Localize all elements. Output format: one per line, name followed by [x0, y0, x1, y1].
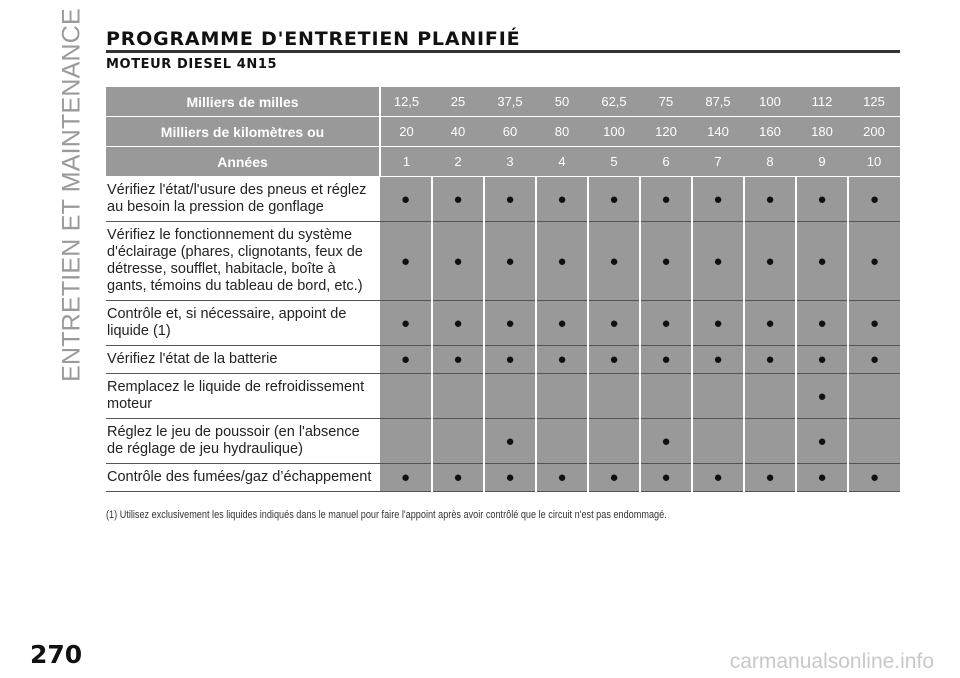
schedule-cell [380, 374, 432, 419]
header-interval-value: 1 [380, 147, 432, 177]
maintenance-task-label: Remplacez le liquide de refroidissement moteur [106, 374, 380, 419]
schedule-cell [744, 301, 796, 346]
schedule-cell [432, 346, 484, 374]
check-dot-icon: ● [453, 351, 463, 368]
header-interval-value: 180 [796, 117, 848, 147]
header-interval-value: 200 [848, 117, 900, 147]
schedule-cell [796, 419, 848, 464]
header-interval-value: 10 [848, 147, 900, 177]
check-dot-icon: ● [400, 314, 411, 332]
page-subtitle: MOTEUR DIESEL 4N15 [106, 57, 278, 72]
check-dot-icon: ● [453, 252, 463, 270]
check-dot-icon: ● [765, 469, 775, 486]
table-header-row [106, 147, 900, 177]
check-dot-icon: ● [869, 190, 880, 208]
schedule-cell [744, 346, 796, 374]
maintenance-schedule-table [106, 87, 900, 492]
header-interval-value: 40 [432, 117, 484, 147]
check-dot-icon: ● [817, 469, 827, 486]
check-dot-icon: ● [713, 351, 723, 368]
check-dot-icon: ● [609, 469, 619, 486]
table-header-row [106, 87, 900, 117]
watermark: carmanualsonline.info [729, 650, 934, 673]
maintenance-task-label: Contrôle et, si nécessaire, appoint de liquide (1) [106, 301, 380, 346]
check-dot-icon: ● [609, 252, 619, 270]
check-dot-icon: ● [765, 351, 775, 368]
check-dot-icon: ● [557, 314, 567, 332]
schedule-cell [536, 346, 588, 374]
schedule-cell [848, 374, 900, 419]
schedule-cell [380, 222, 432, 301]
schedule-cell [744, 464, 796, 492]
header-interval-value: 60 [484, 117, 536, 147]
schedule-cell [692, 464, 744, 492]
schedule-cell [484, 374, 536, 419]
check-dot-icon: ● [453, 469, 463, 486]
check-dot-icon: ● [713, 190, 723, 208]
header-interval-value: 6 [640, 147, 692, 177]
schedule-cell [536, 177, 588, 222]
check-dot-icon: ● [765, 314, 775, 332]
schedule-cell [692, 301, 744, 346]
header-interval-value: 87,5 [692, 87, 744, 117]
header-interval-value: 5 [588, 147, 640, 177]
schedule-cell [744, 222, 796, 301]
check-dot-icon: ● [869, 469, 880, 486]
check-dot-icon: ● [557, 190, 567, 208]
schedule-cell [432, 374, 484, 419]
schedule-cell [640, 177, 692, 222]
schedule-cell [640, 222, 692, 301]
schedule-cell [848, 346, 900, 374]
check-dot-icon: ● [453, 314, 463, 332]
schedule-cell [432, 301, 484, 346]
header-interval-value: 20 [380, 117, 432, 147]
check-dot-icon: ● [817, 432, 827, 450]
header-interval-value: 3 [484, 147, 536, 177]
check-dot-icon: ● [817, 190, 827, 208]
table-header-row [106, 117, 900, 147]
check-dot-icon: ● [400, 190, 411, 208]
title-divider [106, 50, 900, 53]
schedule-cell [848, 419, 900, 464]
table-row [106, 419, 900, 464]
schedule-cell [848, 301, 900, 346]
check-dot-icon: ● [661, 432, 671, 450]
check-dot-icon: ● [765, 252, 775, 270]
check-dot-icon: ● [609, 351, 619, 368]
check-dot-icon: ● [557, 351, 567, 368]
check-dot-icon: ● [505, 190, 515, 208]
schedule-cell [536, 222, 588, 301]
header-interval-value: 112 [796, 87, 848, 117]
table-row [106, 301, 900, 346]
schedule-cell [640, 374, 692, 419]
header-interval-value: 100 [744, 87, 796, 117]
schedule-cell [744, 177, 796, 222]
table-row [106, 374, 900, 419]
check-dot-icon: ● [713, 252, 723, 270]
header-interval-value: 80 [536, 117, 588, 147]
schedule-cell [380, 177, 432, 222]
check-dot-icon: ● [505, 252, 515, 270]
maintenance-task-label: Vérifiez le fonctionnement du système d'éclairage (phares, clignotants, feux de détresse, soufflet, habitacle, boîte à gants, témoins du tableau de bord, etc.) [106, 222, 380, 301]
schedule-cell [796, 346, 848, 374]
schedule-cell [848, 222, 900, 301]
check-dot-icon: ● [609, 314, 619, 332]
schedule-cell [484, 346, 536, 374]
schedule-cell [432, 464, 484, 492]
schedule-cell [588, 222, 640, 301]
schedule-cell [796, 374, 848, 419]
table-row [106, 177, 900, 222]
check-dot-icon: ● [609, 190, 619, 208]
check-dot-icon: ● [505, 469, 515, 486]
header-interval-value: 2 [432, 147, 484, 177]
header-interval-value: 37,5 [484, 87, 536, 117]
header-interval-value: 120 [640, 117, 692, 147]
check-dot-icon: ● [661, 351, 671, 368]
schedule-cell [640, 419, 692, 464]
check-dot-icon: ● [557, 252, 567, 270]
check-dot-icon: ● [557, 469, 567, 486]
header-interval-value: 50 [536, 87, 588, 117]
check-dot-icon: ● [505, 314, 515, 332]
check-dot-icon: ● [400, 469, 411, 486]
check-dot-icon: ● [453, 190, 463, 208]
maintenance-task-label: Vérifiez l'état/l'usure des pneus et réglez au besoin la pression de gonflage [106, 177, 380, 222]
check-dot-icon: ● [400, 252, 411, 270]
header-interval-value: 7 [692, 147, 744, 177]
header-row-label: Milliers de kilomètres ou [106, 117, 380, 147]
schedule-cell [692, 346, 744, 374]
header-row-label: Milliers de milles [106, 87, 380, 117]
schedule-cell [640, 346, 692, 374]
check-dot-icon: ● [869, 314, 880, 332]
schedule-cell [536, 374, 588, 419]
check-dot-icon: ● [505, 432, 515, 450]
schedule-cell [588, 177, 640, 222]
header-interval-value: 125 [848, 87, 900, 117]
header-interval-value: 160 [744, 117, 796, 147]
table-row [106, 222, 900, 301]
page-title: PROGRAMME D'ENTRETIEN PLANIFIÉ [106, 28, 521, 50]
schedule-cell [380, 301, 432, 346]
side-section-label: ENTRETIEN ET MAINTENANCE [57, 8, 86, 382]
schedule-cell [380, 419, 432, 464]
table-row [106, 464, 900, 492]
header-interval-value: 9 [796, 147, 848, 177]
schedule-cell [848, 464, 900, 492]
schedule-cell [692, 419, 744, 464]
schedule-cell [588, 464, 640, 492]
schedule-cell [640, 464, 692, 492]
check-dot-icon: ● [661, 314, 671, 332]
check-dot-icon: ● [661, 190, 671, 208]
schedule-cell [848, 177, 900, 222]
check-dot-icon: ● [869, 351, 880, 368]
check-dot-icon: ● [817, 314, 827, 332]
check-dot-icon: ● [505, 351, 515, 368]
schedule-cell [796, 464, 848, 492]
header-interval-value: 12,5 [380, 87, 432, 117]
schedule-cell [536, 464, 588, 492]
schedule-cell [432, 177, 484, 222]
schedule-cell [432, 419, 484, 464]
schedule-cell [432, 222, 484, 301]
maintenance-task-label: Vérifiez l'état de la batterie [106, 346, 380, 374]
header-interval-value: 100 [588, 117, 640, 147]
schedule-cell [380, 346, 432, 374]
check-dot-icon: ● [661, 252, 671, 270]
header-interval-value: 25 [432, 87, 484, 117]
schedule-cell [692, 177, 744, 222]
schedule-cell [536, 419, 588, 464]
schedule-cell [484, 222, 536, 301]
check-dot-icon: ● [817, 252, 827, 270]
schedule-cell [744, 374, 796, 419]
check-dot-icon: ● [713, 314, 723, 332]
check-dot-icon: ● [713, 469, 723, 486]
schedule-cell [484, 301, 536, 346]
check-dot-icon: ● [869, 252, 880, 270]
schedule-cell [588, 346, 640, 374]
schedule-cell [588, 301, 640, 346]
header-interval-value: 75 [640, 87, 692, 117]
check-dot-icon: ● [817, 387, 827, 405]
footnote: (1) Utilisez exclusivement les liquides indiqués dans le manuel pour faire l'appoint après avoir contrôlé que le circuit n'est pas endommagé. [106, 509, 667, 521]
schedule-cell [588, 419, 640, 464]
header-interval-value: 8 [744, 147, 796, 177]
check-dot-icon: ● [661, 469, 671, 486]
schedule-cell [796, 222, 848, 301]
schedule-cell [796, 177, 848, 222]
schedule-cell [640, 301, 692, 346]
schedule-cell [588, 374, 640, 419]
schedule-cell [692, 374, 744, 419]
schedule-cell [484, 419, 536, 464]
check-dot-icon: ● [400, 351, 411, 368]
side-section-tab [52, 8, 92, 382]
header-row-label: Années [106, 147, 380, 177]
table-row [106, 346, 900, 374]
schedule-cell [744, 419, 796, 464]
check-dot-icon: ● [765, 190, 775, 208]
schedule-cell [484, 464, 536, 492]
maintenance-task-label: Contrôle des fumées/gaz d’échappement [106, 464, 380, 492]
schedule-cell [484, 177, 536, 222]
schedule-cell [380, 464, 432, 492]
maintenance-task-label: Réglez le jeu de poussoir (en l'absence de réglage de jeu hydraulique) [106, 419, 380, 464]
schedule-cell [536, 301, 588, 346]
schedule-cell [796, 301, 848, 346]
header-interval-value: 140 [692, 117, 744, 147]
check-dot-icon: ● [817, 351, 827, 368]
header-interval-value: 62,5 [588, 87, 640, 117]
page-number: 270 [30, 640, 83, 669]
header-interval-value: 4 [536, 147, 588, 177]
schedule-cell [692, 222, 744, 301]
